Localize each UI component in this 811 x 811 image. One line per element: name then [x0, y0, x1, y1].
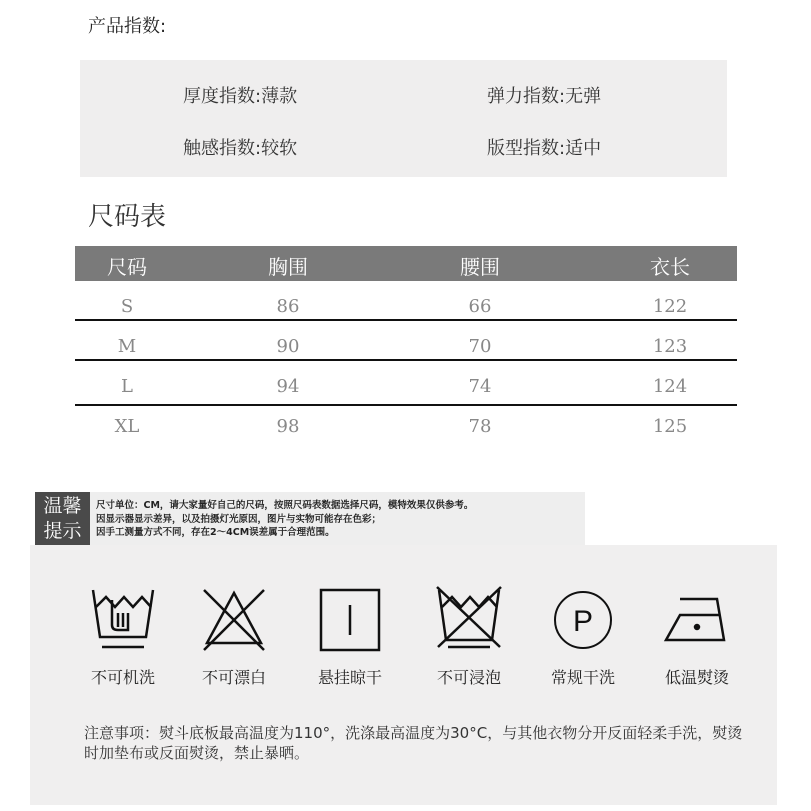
low-iron-icon	[662, 585, 732, 655]
no-bleach-icon	[199, 585, 269, 655]
index-value: 无弹	[565, 86, 602, 107]
table-cell: 94	[276, 376, 300, 397]
table-cell: M	[117, 336, 137, 357]
care-label: 不可机洗	[90, 668, 156, 687]
row-divider	[75, 319, 737, 321]
size-table-title: 尺码表	[88, 202, 167, 232]
header-cell: 胸围	[268, 255, 308, 279]
table-row	[75, 328, 737, 368]
tip-line: 因显示器显示差异，以及拍摄灯光原因，图片与实物可能存在色彩；	[96, 513, 382, 525]
hang-dry-icon	[315, 585, 385, 655]
tips-badge-line: 提示	[43, 520, 82, 542]
no-machine-wash-icon	[88, 585, 158, 655]
index-label: 弹力指数:	[487, 86, 566, 107]
index-label: 版型指数:	[487, 138, 566, 159]
size-table-header	[75, 246, 737, 281]
product-index-title: 产品指数:	[88, 16, 167, 37]
index-label: 厚度指数:	[183, 86, 262, 107]
care-label: 不可浸泡	[436, 668, 502, 687]
tips-badge	[35, 492, 90, 545]
no-soak-icon	[434, 585, 504, 655]
table-cell: 70	[468, 336, 492, 357]
care-label: 悬挂晾干	[317, 668, 383, 687]
index-label: 触感指数:	[183, 138, 262, 159]
index-item	[487, 82, 601, 108]
index-value: 适中	[565, 138, 602, 159]
care-label: 不可漂白	[201, 668, 267, 687]
index-item	[487, 134, 601, 160]
care-note: 注意事项：熨斗底板最高温度为110°，洗涤最高温度为30°C，与其他衣物分开反面轻柔手洗，熨烫时加垫布或反面熨烫，禁止暴晒。	[84, 724, 743, 762]
care-label: 常规干洗	[550, 668, 616, 687]
table-row	[75, 368, 737, 408]
table-cell: 66	[468, 296, 492, 317]
row-divider	[75, 404, 737, 406]
table-cell: 90	[276, 336, 300, 357]
header-cell: 尺码	[107, 255, 147, 279]
table-cell: 86	[276, 296, 300, 317]
table-row	[75, 288, 737, 328]
table-cell: 98	[276, 416, 300, 437]
index-value: 薄款	[261, 86, 298, 107]
care-panel	[30, 545, 777, 805]
table-cell: 125	[652, 416, 688, 437]
tip-line: 尺寸单位：CM，请大家量好自己的尺码，按照尺码表数据选择尺码，模特效果仅供参考。	[96, 500, 474, 511]
header-cell: 衣长	[650, 255, 690, 279]
header-cell: 腰围	[460, 255, 500, 279]
table-cell: L	[121, 376, 133, 397]
table-cell: 122	[652, 296, 688, 317]
dry-clean-glyph: P	[572, 605, 594, 638]
product-index-panel	[80, 60, 727, 177]
index-item	[183, 82, 297, 108]
tips-text	[96, 499, 473, 540]
care-label: 低温熨烫	[664, 668, 730, 687]
tip-line: 因手工测量方式不同，存在2～4CM误差属于合理范围。	[96, 527, 335, 538]
row-divider	[75, 359, 737, 361]
dry-clean-icon	[548, 585, 618, 655]
table-cell: 124	[652, 376, 688, 397]
table-cell: 74	[468, 376, 492, 397]
index-value: 较软	[261, 138, 298, 159]
table-cell: 78	[468, 416, 492, 437]
table-cell: S	[120, 296, 134, 317]
tips-badge-line: 温馨	[43, 495, 82, 517]
table-cell: 123	[652, 336, 688, 357]
table-row	[75, 408, 737, 448]
index-item	[183, 134, 297, 160]
table-cell: XL	[114, 416, 140, 437]
